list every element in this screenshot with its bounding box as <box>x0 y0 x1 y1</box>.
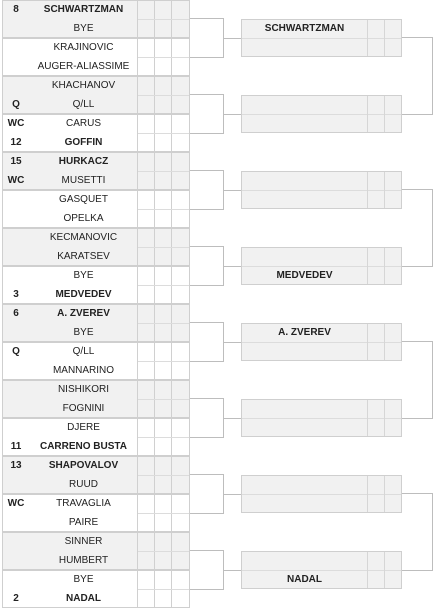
match-divider <box>138 171 189 172</box>
player-name[interactable]: DJERE <box>67 422 100 433</box>
round2-player-name[interactable] <box>242 95 367 114</box>
bracket-connector <box>402 37 433 115</box>
score-cell <box>367 324 384 360</box>
player-name[interactable]: KECMANOVIC <box>49 232 118 243</box>
round2-player-name[interactable] <box>242 475 367 494</box>
match-divider <box>138 361 189 362</box>
match-box <box>2 266 190 304</box>
round2-player-name[interactable]: SCHWARTZMAN <box>264 23 345 34</box>
player-name[interactable]: KARATSEV <box>57 251 110 262</box>
player-name[interactable]: NISHIKORI <box>57 384 110 395</box>
player-name[interactable]: GOFFIN <box>64 137 103 148</box>
match-box <box>2 342 190 380</box>
match-box <box>2 228 190 266</box>
player-name[interactable]: Q/LL <box>72 99 95 110</box>
player-name[interactable]: MEDVEDEV <box>55 289 112 300</box>
match-box <box>2 456 190 494</box>
bracket-connector <box>223 494 241 495</box>
bracket-connector <box>190 170 224 210</box>
score-cell <box>367 248 384 284</box>
score-cell <box>367 552 384 588</box>
match-divider <box>138 437 189 438</box>
round2-match-box <box>241 475 402 513</box>
match-box <box>2 114 190 152</box>
player-name[interactable]: HURKACZ <box>58 156 109 167</box>
score-cell <box>367 400 384 436</box>
match-divider <box>138 133 189 134</box>
player-name[interactable]: KRAJINOVIC <box>53 42 114 53</box>
player-name[interactable]: SINNER <box>64 536 103 547</box>
match-box <box>2 532 190 570</box>
round2-player-name[interactable] <box>242 171 367 190</box>
player-name[interactable]: RUUD <box>69 479 98 490</box>
match-box <box>2 38 190 76</box>
bracket-connector <box>223 190 241 191</box>
score-cell <box>384 400 401 436</box>
score-cell <box>384 20 401 56</box>
player-name[interactable]: CARUS <box>65 118 101 129</box>
bracket-connector <box>223 342 241 343</box>
match-divider <box>138 399 189 400</box>
player-name[interactable]: MANNARINO <box>52 365 115 376</box>
bracket-connector <box>190 398 224 438</box>
player-name[interactable]: A. ZVEREV <box>57 308 110 319</box>
score-cell <box>384 476 401 512</box>
round2-match-box <box>241 323 402 361</box>
round2-player-name[interactable] <box>242 190 367 209</box>
round2-match-box <box>241 171 402 209</box>
bracket-connector <box>190 322 224 362</box>
bracket-connector <box>402 493 433 571</box>
score-cell <box>384 324 401 360</box>
bracket-connector <box>402 189 433 267</box>
round2-player-name[interactable] <box>242 399 367 418</box>
round2-player-name[interactable]: MEDVEDEV <box>276 270 333 281</box>
round2-player-name[interactable] <box>242 494 367 513</box>
player-name[interactable]: BYE <box>73 574 94 585</box>
bracket-connector <box>190 18 224 58</box>
score-cell <box>384 248 401 284</box>
player-seed: 12 <box>10 137 22 148</box>
player-seed: 6 <box>13 308 19 319</box>
match-box <box>2 494 190 532</box>
player-name[interactable]: Q/LL <box>72 346 95 357</box>
round2-player-name[interactable]: NADAL <box>287 574 322 585</box>
player-name[interactable]: PAIRE <box>68 517 99 528</box>
match-box <box>2 418 190 456</box>
match-box <box>2 0 190 38</box>
round2-match-box <box>241 399 402 437</box>
bracket-connector <box>223 266 241 267</box>
player-name[interactable]: CARRENO BUSTA <box>39 441 128 452</box>
match-box <box>2 380 190 418</box>
match-divider <box>138 19 189 20</box>
bracket-connector <box>223 114 241 115</box>
player-seed: WC <box>7 175 25 186</box>
match-divider <box>138 513 189 514</box>
bracket-connector <box>223 38 241 39</box>
player-seed: Q <box>12 346 20 357</box>
player-seed: 15 <box>10 156 22 167</box>
score-cell <box>367 20 384 56</box>
player-name[interactable]: SCHWARTZMAN <box>43 4 124 15</box>
player-seed: 2 <box>13 593 19 604</box>
score-cell <box>367 476 384 512</box>
round2-player-name[interactable] <box>242 551 367 570</box>
round2-match-box <box>241 19 402 57</box>
player-name[interactable]: FOGNINI <box>62 403 105 414</box>
match-divider <box>138 209 189 210</box>
match-box <box>2 570 190 608</box>
player-seed: WC <box>7 498 25 509</box>
score-cell <box>384 96 401 132</box>
bracket-connector <box>402 341 433 419</box>
score-cell <box>367 172 384 208</box>
match-divider <box>138 285 189 286</box>
round2-player-name[interactable] <box>242 342 367 361</box>
player-name[interactable]: BYE <box>73 327 94 338</box>
round2-player-name[interactable] <box>242 418 367 437</box>
match-divider <box>138 589 189 590</box>
player-seed: WC <box>7 118 25 129</box>
player-name[interactable]: BYE <box>73 23 94 34</box>
match-box <box>2 304 190 342</box>
player-name[interactable]: NADAL <box>66 593 101 604</box>
player-seed: 11 <box>10 441 22 452</box>
player-name[interactable]: MUSETTI <box>61 175 106 186</box>
player-name[interactable]: KHACHANOV <box>51 80 116 91</box>
match-divider <box>138 247 189 248</box>
player-name[interactable]: AUGER-ALIASSIME <box>37 61 130 72</box>
bracket-connector <box>223 570 241 571</box>
player-seed: 8 <box>13 4 19 15</box>
bracket-connector <box>190 550 224 590</box>
player-name[interactable]: GASQUET <box>59 194 108 205</box>
match-box <box>2 190 190 228</box>
bracket-connector <box>190 246 224 286</box>
player-name[interactable]: HUMBERT <box>58 555 109 566</box>
round2-match-box <box>241 95 402 133</box>
player-seed: Q <box>12 99 20 110</box>
match-divider <box>138 551 189 552</box>
bracket-connector <box>223 418 241 419</box>
round2-match-box <box>241 551 402 589</box>
player-name[interactable]: BYE <box>73 270 94 281</box>
player-seed: 13 <box>10 460 22 471</box>
score-cell <box>384 552 401 588</box>
match-divider <box>138 475 189 476</box>
player-seed: 3 <box>13 289 19 300</box>
round2-player-name[interactable] <box>242 38 367 57</box>
match-divider <box>138 323 189 324</box>
score-cell <box>367 96 384 132</box>
round2-match-box <box>241 247 402 285</box>
match-box <box>2 152 190 190</box>
player-name[interactable]: TRAVAGLIA <box>56 498 111 509</box>
bracket-connector <box>190 94 224 134</box>
player-name[interactable]: SHAPOVALOV <box>48 460 119 471</box>
match-divider <box>138 95 189 96</box>
match-box <box>2 76 190 114</box>
player-name[interactable]: OPELKA <box>63 213 104 224</box>
round2-player-name[interactable] <box>242 247 367 266</box>
round2-player-name[interactable] <box>242 114 367 133</box>
score-cell <box>384 172 401 208</box>
match-divider <box>138 57 189 58</box>
bracket-connector <box>190 474 224 514</box>
round2-player-name[interactable]: A. ZVEREV <box>278 327 331 338</box>
